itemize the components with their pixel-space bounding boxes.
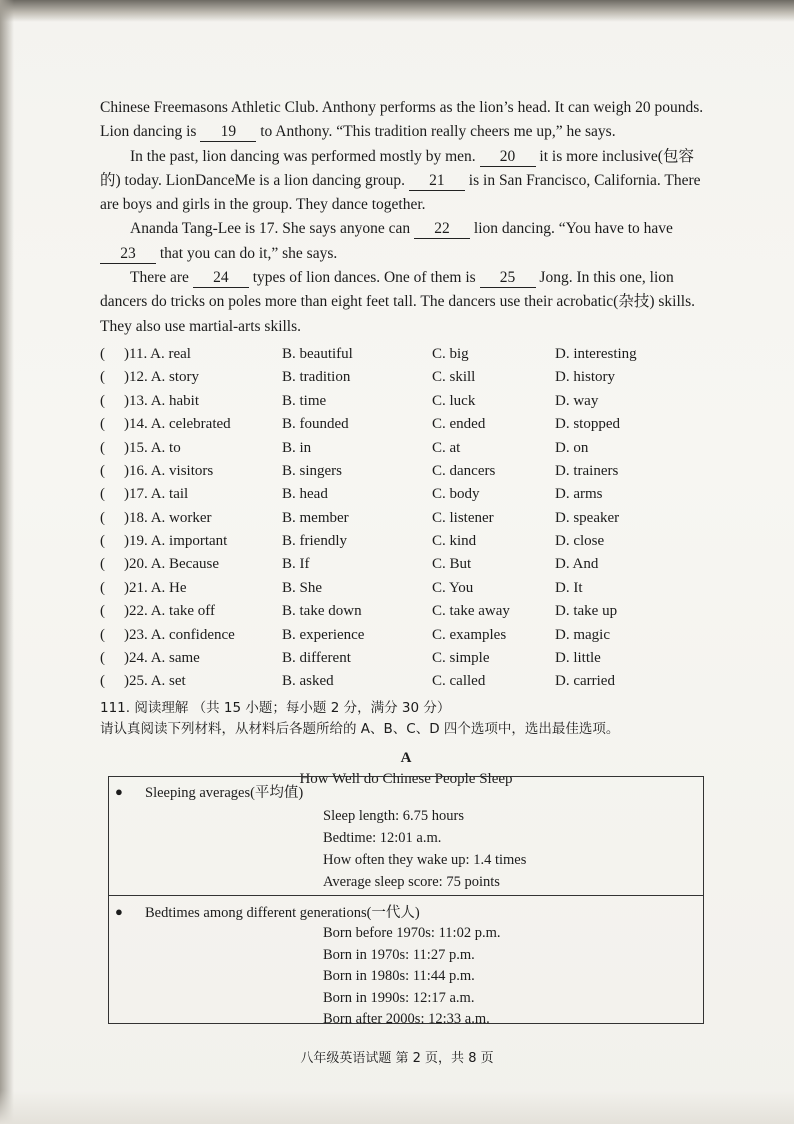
option-a-text: A. habit [150,392,200,409]
question-row [100,343,712,366]
row-heading: Bedtimes among different generations(一代人) [145,905,420,921]
question-number: )18. [124,509,148,526]
option-c: C. kind [432,533,477,550]
question-row [100,366,712,389]
answer-paren: ( [100,392,105,409]
option-b: B. head [282,486,328,503]
option-c: C. at [432,439,461,456]
bullet-icon: ● [115,903,123,919]
option-b: B. member [282,509,349,526]
question-row [100,670,712,693]
option-a [124,413,282,436]
option-a-text: A. Because [150,556,219,573]
option-d: D. carried [555,673,615,690]
section-3-instruction: 请认真阅读下列材料，从材料后各题所给的 A、B、C、D 四个选项中，选出最佳选项。 [100,720,620,737]
option-d: D. arms [555,486,603,503]
page-left-shadow [0,0,14,1124]
option-d: D. It [555,579,583,596]
option-a [124,366,282,389]
option-a-text: A. celebrated [150,416,231,433]
option-b: B. friendly [282,533,347,550]
table-row [109,777,703,896]
option-a-text: A. He [150,579,187,596]
option-b: B. If [282,556,310,573]
option-d: D. close [555,533,605,550]
option-c: C. skill [432,369,476,386]
question-row [100,553,712,576]
option-a-text: A. visitors [150,462,214,479]
row-heading: Sleeping averages(平均值) [145,785,304,801]
option-a [124,390,282,413]
answer-paren: ( [100,369,105,386]
page-top-shadow [0,0,794,22]
option-b: B. time [282,392,327,409]
option-d: D. history [555,369,615,386]
option-d: D. take up [555,603,618,620]
option-c: C. ended [432,416,486,433]
blank-22: 22 [414,220,470,239]
option-a-text: A. take off [150,603,215,620]
option-b: B. experience [282,626,365,643]
option-c: C. take away [432,603,510,620]
option-c: C. But [432,556,472,573]
table-cell: Bedtime: 12:01 a.m. [323,830,442,846]
option-d: D. magic [555,626,610,643]
option-d: D. stopped [555,416,620,433]
option-c: C. big [432,345,469,362]
question-row [100,460,712,483]
answer-paren: ( [100,533,105,550]
question-number: )20. [124,556,148,573]
section-3-heading: 111. 阅读理解 （共 15 小题；每小题 2 分，满分 30 分） [100,699,451,716]
question-row [100,437,712,460]
passage-title: How Well do Chinese People Sleep [299,770,513,787]
option-d: D. way [555,392,599,409]
options-list [100,343,712,694]
option-b: B. asked [282,673,334,690]
option-a [124,507,282,530]
passage-paragraph-1: Chinese Freemasons Athletic Club. Anthony performs as the lion’s head. It can weigh 20 pounds. Lion dancing is 19 to Anthony. “This tradition really cheers me up,” he says. [100,99,704,141]
option-b: B. take down [282,603,362,620]
row-values [323,805,526,893]
question-number: )15. [124,439,148,456]
passage-letter: A [400,749,412,766]
question-row [100,530,712,553]
answer-paren: ( [100,650,105,667]
question-row [100,413,712,436]
blank-23: 23 [100,245,156,264]
option-a [124,670,282,693]
option-b: B. beautiful [282,345,353,362]
blank-25: 25 [480,269,536,288]
answer-paren: ( [100,626,105,643]
question-row [100,647,712,670]
option-d: D. little [555,650,601,667]
blank-21: 21 [409,172,465,191]
blank-24: 24 [193,269,249,288]
page-bottom-shade [0,1090,794,1124]
question-row [100,390,712,413]
question-row [100,577,712,600]
option-a-text: A. confidence [150,626,235,643]
question-number: )24. [124,650,148,667]
bullet-icon: ● [115,783,123,799]
question-row [100,483,712,506]
blank-19: 19 [200,123,256,142]
answer-paren: ( [100,603,105,620]
row-values [323,923,500,1031]
option-a-text: A. set [150,673,186,690]
cloze-section [100,96,712,790]
blank-20: 20 [480,148,536,167]
option-c: C. simple [432,650,490,667]
option-c: C. luck [432,392,476,409]
answer-paren: ( [100,345,105,362]
option-b: B. tradition [282,369,351,386]
question-number: )21. [124,579,148,596]
passage-paragraph-3: Ananda Tang-Lee is 17. She says anyone can 22 lion dancing. “You have to have 23 that you can do it,” she says. [100,217,712,266]
answer-paren: ( [100,416,105,433]
question-number: )13. [124,392,148,409]
question-row [100,624,712,647]
question-number: )16. [124,462,148,479]
question-row [100,600,712,623]
answer-paren: ( [100,579,105,596]
option-d: D. trainers [555,462,619,479]
table-cell: Born before 1970s: 11:02 p.m. [323,925,501,941]
option-c: C. called [432,673,486,690]
table-cell: Born after 2000s: 12:33 a.m. [323,1011,490,1027]
option-c: C. examples [432,626,507,643]
option-d: D. interesting [555,345,637,362]
option-b: B. different [282,650,351,667]
option-a-text: A. story [150,369,200,386]
table-cell: Sleep length: 6.75 hours [323,808,464,824]
option-a [124,577,282,600]
option-a-text: A. worker [150,509,212,526]
table-cell: Average sleep score: 75 points [323,874,500,890]
answer-paren: ( [100,486,105,503]
question-row [100,507,712,530]
option-a [124,437,282,460]
option-d: D. on [555,439,589,456]
option-c: C. body [432,486,480,503]
option-a-text: A. tail [150,486,189,503]
option-a-text: A. same [150,650,200,667]
table-cell: How often they wake up: 1.4 times [323,852,527,868]
option-a [124,343,282,366]
sleep-table [108,776,704,1027]
option-a-text: A. to [150,439,181,456]
option-c: C. listener [432,509,494,526]
question-number: )22. [124,603,148,620]
question-number: )19. [124,533,148,550]
option-a [124,600,282,623]
question-number: )11. [124,345,148,362]
table-cell: Born in 1980s: 11:44 p.m. [323,968,475,984]
passage-paragraph-4: There are 24 types of lion dances. One of them is 25 Jong. In this one, lion dancers do tricks on poles more than eight feet tall. The dancers use their acrobatic(杂技) skills. They also use martial-arts skills. [100,269,695,335]
option-a [124,553,282,576]
question-number: )17. [124,486,148,503]
option-a-text: A. real [150,345,191,362]
option-b: B. singers [282,462,342,479]
answer-paren: ( [100,509,105,526]
question-number: )23. [124,626,148,643]
option-a [124,483,282,506]
question-number: )25. [124,673,148,690]
page-footer: 八年级英语试题 第 2 页，共 8 页 [300,1051,494,1066]
option-a-text: A. important [150,533,228,550]
answer-paren: ( [100,673,105,690]
table-row [109,897,703,1027]
option-d: D. And [555,556,599,573]
answer-paren: ( [100,439,105,456]
option-a [124,530,282,553]
option-c: C. dancers [432,462,496,479]
passage-paragraph-2: In the past, lion dancing was performed mostly by men. 20 it is more inclusive(包容的) today. LionDanceMe is a lion dancing group. 21 is in San Francisco, California. There are boys and girls in the group. They dance together. [100,147,701,214]
option-b: B. founded [282,416,349,433]
question-number: )12. [124,369,148,386]
answer-paren: ( [100,556,105,573]
option-b: B. She [282,579,323,596]
table-cell: Born in 1970s: 11:27 p.m. [323,946,475,963]
option-c: C. You [432,579,474,596]
question-number: )14. [124,416,148,433]
option-b: B. in [282,439,312,456]
answer-paren: ( [100,462,105,479]
option-d: D. speaker [555,509,620,526]
option-a [124,460,282,483]
option-a [124,647,282,670]
table-cell: Born in 1990s: 12:17 a.m. [323,989,475,1006]
option-a [124,624,282,647]
